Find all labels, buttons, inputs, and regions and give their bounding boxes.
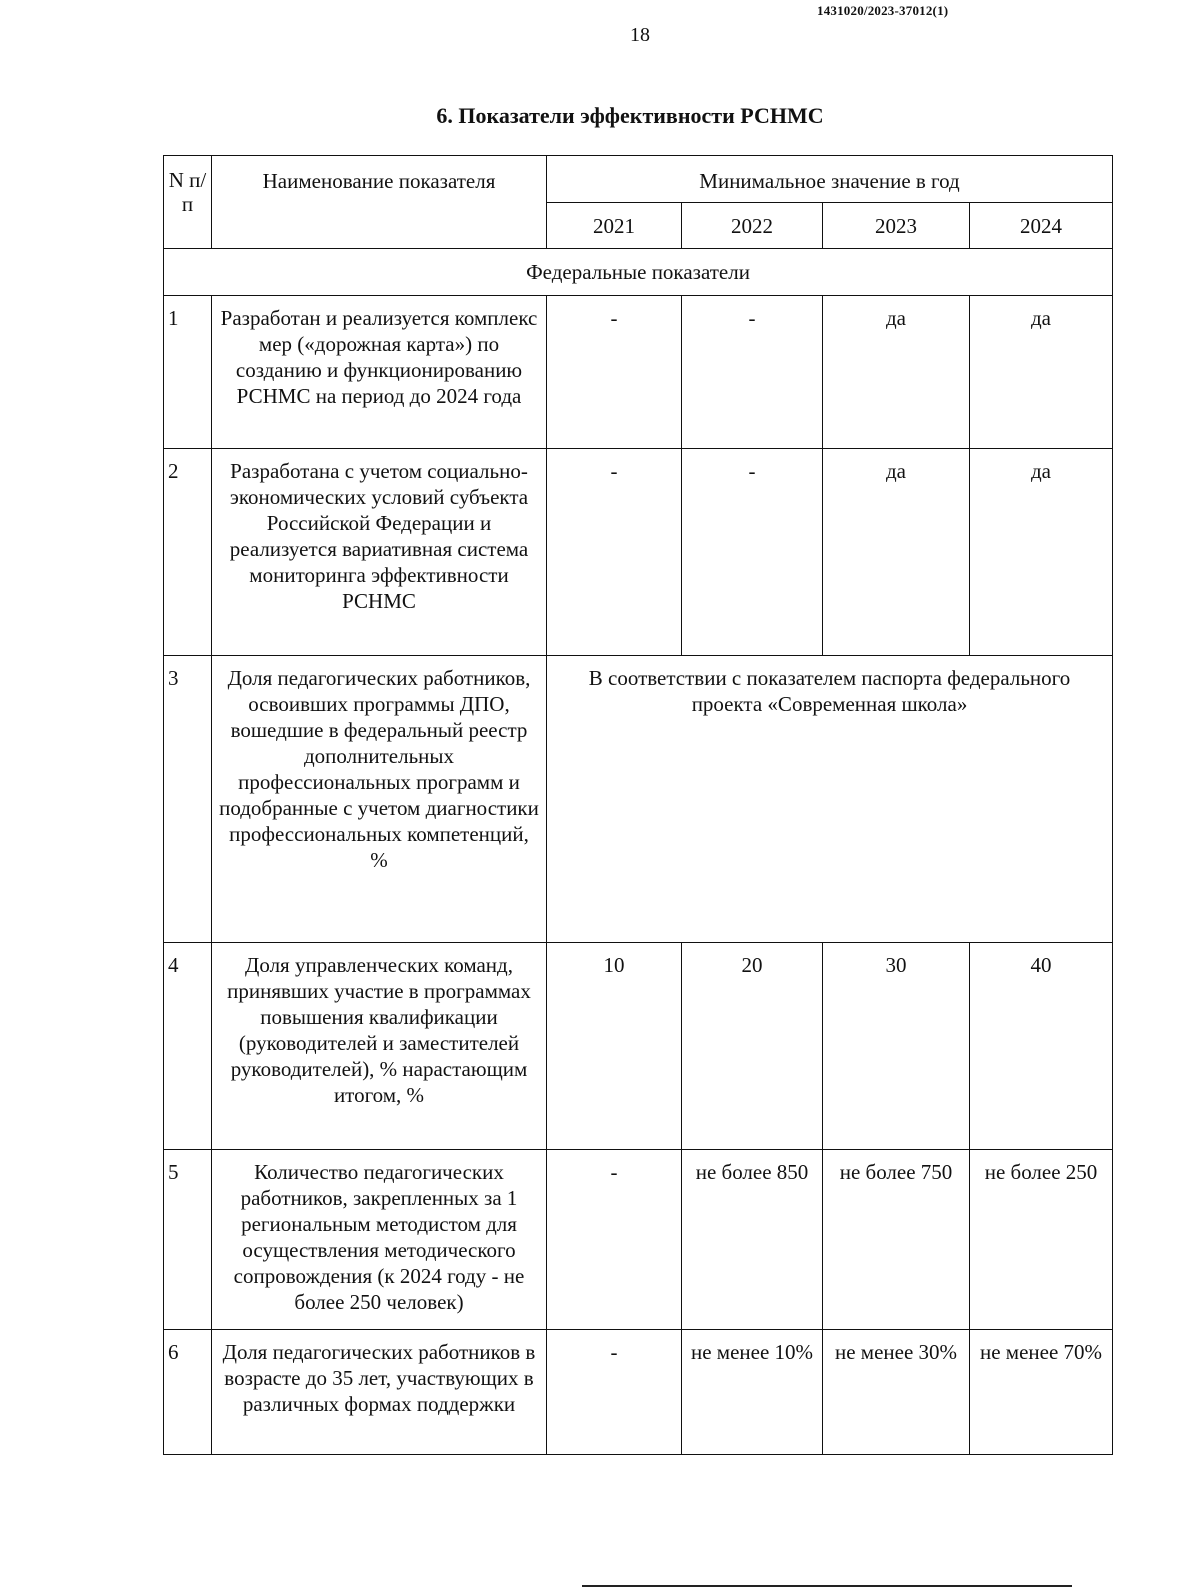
year-header: 2024 xyxy=(970,203,1113,249)
indicator-value: не более 250 xyxy=(970,1150,1113,1330)
indicator-value: 30 xyxy=(823,943,970,1150)
table-header-row xyxy=(164,156,1113,203)
section-label: Федеральные показатели xyxy=(164,249,1113,296)
indicators-table xyxy=(163,155,1113,1455)
indicator-value: - xyxy=(547,296,682,449)
indicator-value: не менее 30% xyxy=(823,1330,970,1455)
section-row xyxy=(164,249,1113,296)
indicator-name: Количество педагогических работников, закрепленных за 1 региональным методистом для осуществления методического сопровождения (к 2024 году - не более 250 человек) xyxy=(212,1150,547,1330)
table-row xyxy=(164,296,1113,449)
indicator-value: - xyxy=(547,449,682,656)
indicator-value: - xyxy=(547,1150,682,1330)
indicator-value: 40 xyxy=(970,943,1113,1150)
section-title: 6. Показатели эффективности РСНМС xyxy=(436,103,824,128)
indicator-value: не более 850 xyxy=(682,1150,823,1330)
indicator-value: да xyxy=(970,296,1113,449)
footer-rule xyxy=(582,1585,1072,1587)
row-number: 2 xyxy=(164,449,212,656)
col-num-header: N п/п xyxy=(164,156,212,249)
table-row xyxy=(164,1150,1113,1330)
indicator-value: - xyxy=(682,296,823,449)
year-header: 2021 xyxy=(547,203,682,249)
indicator-name: Разработана с учетом социально-экономических условий субъекта Российской Федерации и реализуется вариативная система мониторинга эффективности РСНМС xyxy=(212,449,547,656)
indicator-value: - xyxy=(682,449,823,656)
merged-indicator-value: В соответствии с показателем паспорта федерального проекта «Современная школа» xyxy=(547,656,1113,943)
indicator-value: - xyxy=(547,1330,682,1455)
row-number: 5 xyxy=(164,1150,212,1330)
indicator-value: 20 xyxy=(682,943,823,1150)
table-row xyxy=(164,943,1113,1150)
col-name-header: Наименование показателя xyxy=(212,156,547,249)
year-header: 2023 xyxy=(823,203,970,249)
indicator-value: да xyxy=(823,449,970,656)
row-number: 6 xyxy=(164,1330,212,1455)
indicator-value: 10 xyxy=(547,943,682,1150)
indicator-name: Доля управленческих команд, принявших участие в программах повышения квалификации (руководителей и заместителей руководителей), % нарастающим итогом, % xyxy=(212,943,547,1150)
indicator-name: Доля педагогических работников в возрасте до 35 лет, участвующих в различных формах поддержки xyxy=(212,1330,547,1455)
indicator-value: не менее 70% xyxy=(970,1330,1113,1455)
table-row xyxy=(164,1330,1113,1455)
row-number: 1 xyxy=(164,296,212,449)
indicator-value: не более 750 xyxy=(823,1150,970,1330)
col-min-header: Минимальное значение в год xyxy=(547,156,1113,203)
indicator-name: Доля педагогических работников, освоивших программы ДПО, вошедшие в федеральный реестр дополнительных профессиональных программ и подобранные с учетом диагностики профессиональных компетенций, % xyxy=(212,656,547,943)
year-header: 2022 xyxy=(682,203,823,249)
indicator-value: не менее 10% xyxy=(682,1330,823,1455)
page-number: 18 xyxy=(630,24,650,46)
document-id: 1431020/2023-37012(1) xyxy=(817,3,949,18)
row-number: 4 xyxy=(164,943,212,1150)
table-row xyxy=(164,656,1113,943)
indicator-name: Разработан и реализуется комплекс мер («дорожная карта») по созданию и функционированию РСНМС на период до 2024 года xyxy=(212,296,547,449)
indicator-value: да xyxy=(823,296,970,449)
table-row xyxy=(164,449,1113,656)
row-number: 3 xyxy=(164,656,212,943)
indicator-value: да xyxy=(970,449,1113,656)
